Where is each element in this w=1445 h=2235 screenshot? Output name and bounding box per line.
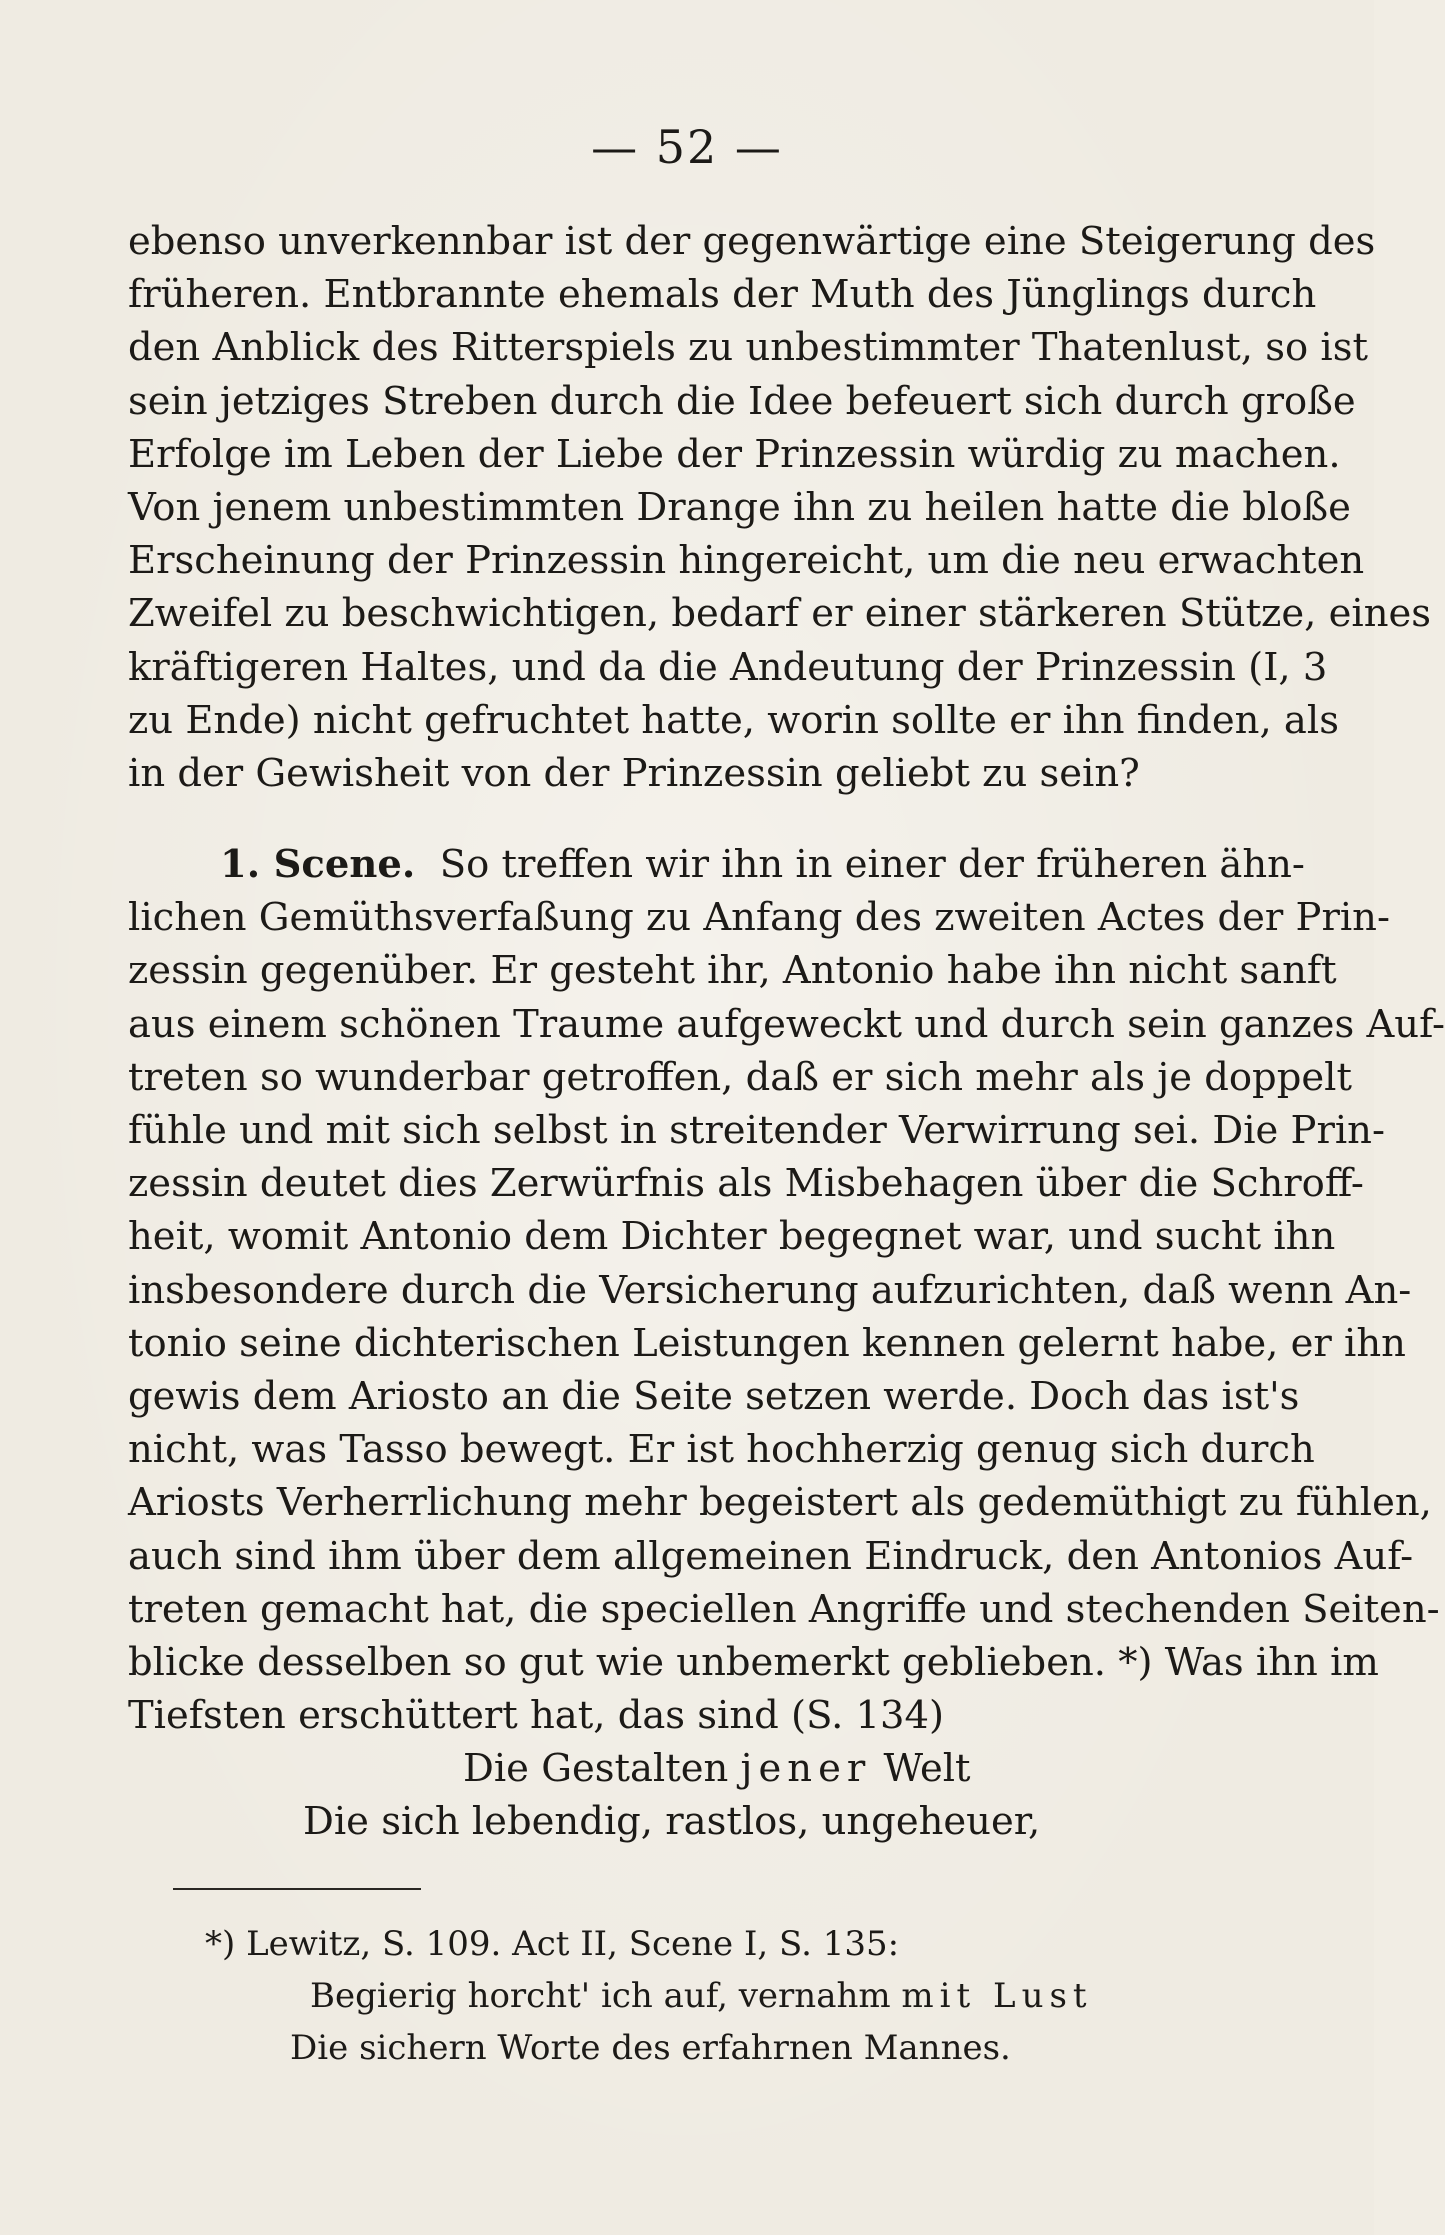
text-line: insbesondere durch die Versicherung aufzurichten, daß wenn An- bbox=[128, 1267, 1412, 1313]
text-line: aus einem schönen Traume aufgeweckt und durch sein ganzes Auf- bbox=[128, 1001, 1445, 1047]
scene-first-line-text: So treffen wir ihn in einer der früheren ähn- bbox=[439, 842, 1305, 888]
text-line: gewis dem Ariosto an die Seite setzen werde. Doch das ist's bbox=[128, 1373, 1300, 1419]
text-line: ebenso unverkennbar ist der gegenwärtige eine Steigerung des bbox=[128, 219, 1376, 264]
page-number: — 52 — bbox=[591, 120, 783, 174]
text-line: Zweifel zu beschwichtigen, bedarf er einer stärkeren Stütze, eines bbox=[128, 591, 1432, 637]
footnote-quote-line-1 bbox=[205, 1970, 1093, 2022]
verse-line-1-suffix: Welt bbox=[883, 1746, 971, 1792]
text-line: treten so wunderbar getroffen, daß er sich mehr als je doppelt bbox=[128, 1054, 1352, 1100]
scene-heading: 1. Scene. bbox=[220, 842, 416, 888]
text-line: Tiefsten erschüttert hat, das sind (S. 134) bbox=[128, 1693, 945, 1739]
text-line: kräftigeren Haltes, und da die Andeutung der Prinzessin (I, 3 bbox=[128, 644, 1328, 690]
text-line: Erscheinung der Prinzessin hingereicht, um die neu erwachten bbox=[128, 538, 1365, 584]
footnote bbox=[205, 1918, 1093, 2074]
text-line: tonio seine dichterischen Leistungen kennen gelernt habe, er ihn bbox=[128, 1320, 1406, 1366]
verse-line-1-prefix: Die Gestalten bbox=[463, 1746, 729, 1792]
text-line: Ariosts Verherrlichung mehr begeistert als gedemüthigt zu fühlen, bbox=[128, 1480, 1432, 1526]
text-line: heit, womit Antonio dem Dichter begegnet war, und sucht ihn bbox=[128, 1214, 1336, 1260]
footnote-divider bbox=[173, 1888, 421, 1890]
verse-line-1-spaced: jener bbox=[740, 1746, 872, 1792]
text-line: in der Gewisheit von der Prinzessin geliebt zu sein? bbox=[128, 750, 1140, 796]
text-line: früheren. Entbrannte ehemals der Muth des Jünglings durch bbox=[128, 272, 1317, 318]
footnote-quote-1-prefix: Begierig horcht' ich auf, vernahm bbox=[310, 1976, 891, 2016]
footnote-quote-1-spaced: mit Lust bbox=[901, 1976, 1093, 2016]
text-line: sein jetziges Streben durch die Idee befeuert sich durch große bbox=[128, 378, 1356, 424]
footnote-reference: *) Lewitz, S. 109. Act II, Scene I, S. 135: bbox=[205, 1924, 900, 1964]
main-text bbox=[128, 215, 1445, 1849]
text-line: treten gemacht hat, die speciellen Angriffe und stechenden Seiten- bbox=[128, 1586, 1440, 1632]
text-line: fühle und mit sich selbst in streitender Verwirrung sei. Die Prin- bbox=[128, 1108, 1385, 1153]
text-line: den Anblick des Ritterspiels zu unbestimmter Thatenlust, so ist bbox=[128, 325, 1368, 371]
text-line: auch sind ihm über dem allgemeinen Eindruck, den Antonios Auf- bbox=[128, 1533, 1414, 1579]
text-line: zessin gegenüber. Er gesteht ihr, Antonio habe ihn nicht sanft bbox=[128, 948, 1337, 994]
verse-line-2: Die sich lebendig, rastlos, ungeheuer, bbox=[303, 1799, 1041, 1845]
text-line: Erfolge im Leben der Liebe der Prinzessin würdig zu machen. bbox=[128, 431, 1341, 477]
scene-first-line bbox=[128, 838, 1305, 891]
text-line: zessin deutet dies Zerwürfnis als Misbehagen über die Schroff- bbox=[128, 1161, 1364, 1207]
text-line: zu Ende) nicht gefruchtet hatte, worin sollte er ihn finden, als bbox=[128, 697, 1339, 743]
footnote-quote-line-2: Die sichern Worte des erfahrnen Mannes. bbox=[290, 2028, 1011, 2068]
text-line: nicht, was Tasso bewegt. Er ist hochherzig genug sich durch bbox=[128, 1427, 1315, 1473]
paragraph-gap bbox=[128, 800, 1236, 838]
text-line: blicke desselben so gut wie unbemerkt geblieben. *) Was ihn im bbox=[128, 1639, 1379, 1685]
verse-line-1 bbox=[128, 1742, 1236, 1795]
text-line: Von jenem unbestimmten Drange ihn zu heilen hatte die bloße bbox=[128, 484, 1351, 530]
text-line: lichen Gemüthsverfaßung zu Anfang des zweiten Actes der Prin- bbox=[128, 895, 1390, 941]
